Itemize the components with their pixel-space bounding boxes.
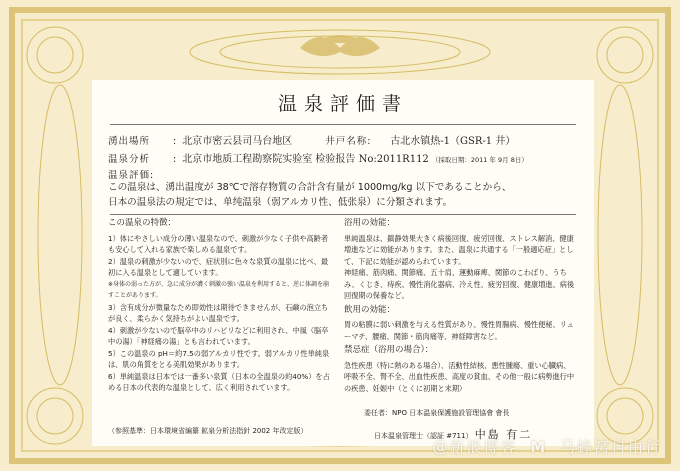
indications-heading: 浴用の効能：: [344, 218, 396, 228]
divider: [110, 124, 576, 125]
indication-item: 単純温泉は、鎮静効果大きく病後回復、疲労回復、ストレス解消、健康増進などに効能があります。また、温泉に共通する「一般適応症」として、下記に効能が認められています。: [344, 233, 574, 266]
analysis-note: （採取日期：2011 年 9月 8日）: [431, 156, 528, 164]
feature-item: 4）刺激が少ないので脳卒中のリハビリなどに利用され、中風（脳卒中の湯）「神経痛の湯」とも言われています。: [108, 325, 329, 346]
feature-item: 2）温泉の刺激が少ないので、症状別に色々な泉質の温泉に比べ、最初に入る温泉として適しています。: [108, 256, 329, 277]
indications-column: [344, 218, 576, 394]
features-column: [108, 218, 334, 394]
feature-item: 6）単純温泉は日本では一番多い泉質（日本の全温泉の約40%）を占める日本の代表的な温泉として、広く利用されています。: [108, 371, 330, 392]
indication-item: 神経痛、筋肉痛、関節痛、五十肩、運動麻痺、関節のこわばり、うちみ、くじき、痔疾、慢性消化器病、冷え性、疲労回復、健康増進、病後回復期の保養など。: [344, 268, 575, 300]
feature-note: ※身体の弱った方が、急に成分が濃く刺激の強い温泉を利用すると、逆に体調を崩すことがあります。: [108, 280, 330, 299]
source-value: 北京市密云县司马台地区: [182, 136, 293, 147]
divider: [110, 214, 576, 215]
well-label: 井戸名称:: [325, 136, 372, 147]
manager-label: 日本温泉管理士（認証 #711）: [374, 432, 473, 440]
contraindication-heading: 禁忌症（浴用の場合）：: [344, 345, 434, 355]
analysis-row: 温泉分析 : 北京市地质工程勘察院实验室 检验报告 No:2011R112 （採取日期：2011 年 9月 8日）: [108, 150, 528, 165]
evaluation-label: 温泉評価:: [108, 170, 155, 181]
well-value: 古北水镇热-1（GSR-1 井）: [390, 136, 516, 147]
commission-line: 委任者：NPO 日本温泉保護施設管理協會 會長: [364, 409, 510, 417]
analysis-label: 温泉分析: [108, 154, 151, 165]
signature: 中島 有二: [474, 428, 533, 441]
mafengwo-logo-icon: M: [530, 438, 548, 456]
feature-item: 1）体にやさしい成分の薄い温泉なので、刺激が少なく子供や高齢者も安心して入れる家族で楽しめる温泉です。: [108, 233, 329, 254]
feature-item: 5）この温泉の pH＝約7.5の弱アルカリ性です。弱アルカリ性単純泉は、肌の角質をとる美肌効果があります。: [108, 348, 330, 369]
summary-line-2: 日本の温泉法の規定では、单纯温泉（弱アルカリ性、低张泉）に分類されます。: [108, 197, 453, 208]
watermark-right: 马蜂窝自由行: [559, 438, 662, 456]
source-row: 湧出場所 : 北京市密云县司马台地区 井戸名称: 古北水镇热-1（GSR-1 井）: [108, 132, 515, 147]
watermark: [432, 436, 662, 457]
source-label: 湧出場所: [108, 136, 151, 147]
drinking-heading: 飲用の効能：: [344, 304, 396, 315]
watermark-left: @新浪博客: [432, 438, 518, 456]
certificate-title: 温泉評価書: [277, 93, 408, 115]
features-heading: この温泉の特徴：: [108, 218, 177, 228]
evaluation-row: [108, 167, 170, 181]
certificate-body: [92, 80, 594, 446]
reference-note: （参照基準：日本環境省編纂 鉱泉分析法指針 2002 年改定版）: [108, 427, 308, 435]
analysis-value: 北京市地质工程勘察院实验室 检验报告 No:2011R112: [182, 154, 429, 165]
feature-item: 3）含有成分が微量なため即効性は期待できませんが、石鹸の泡立ちが良く、柔らかく気持ちがよい温泉です。: [108, 302, 329, 323]
drinking-item: 胃の粘膜に弱い刺激を与える性質があり、慢性胃腸病、慢性便秘、リューマチ、腰痛、関節・筋肉痛等、神経障害など。: [344, 320, 574, 341]
summary-line-1: この温泉は、湧出温度が 38℃で溶存物質の合計含有量が 1000mg/kg 以下であることから、: [108, 182, 512, 193]
contraindication-item: 急性疾患（特に熱のある場合）、活動性結核、悪性腫瘍、重い心臓病、呼吸不全、腎不全、出血性疾患、高度の貧血、その他一般に病勢進行中の疾患、妊娠中（とくに初期と末期）: [344, 360, 575, 393]
